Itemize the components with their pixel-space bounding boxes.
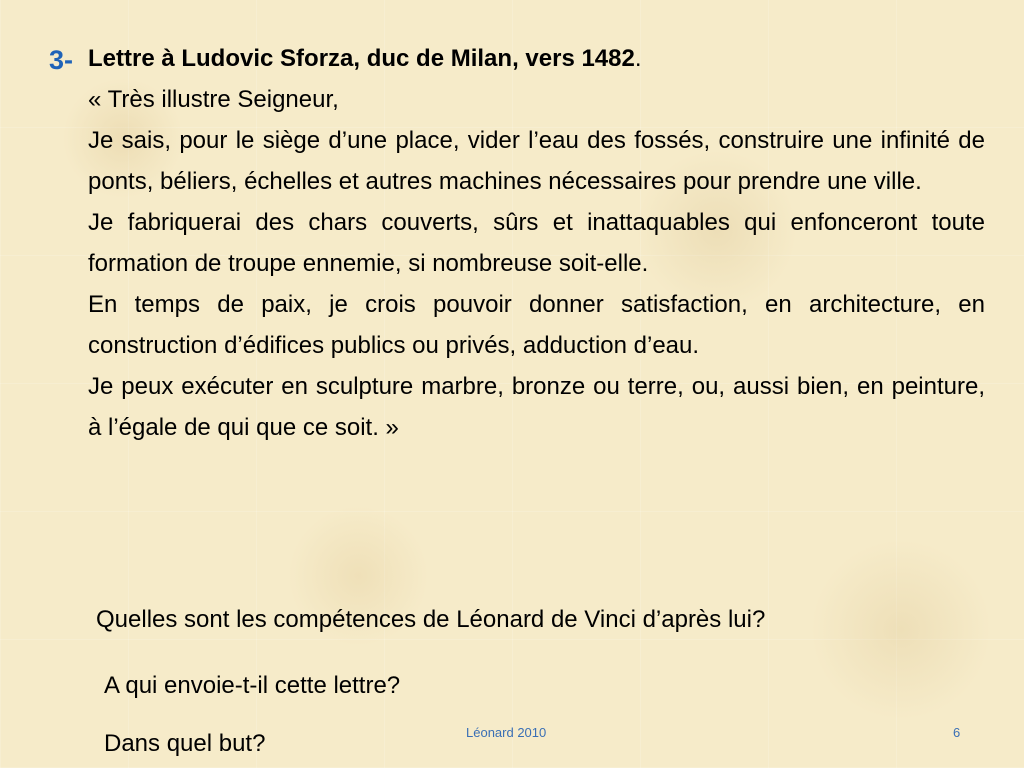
letter-paragraph: En temps de paix, je crois pouvoir donner satisfaction, en architecture, en construction d’édifices publics ou privés, adduction d’eau. [88, 291, 985, 359]
page-number: 6 [953, 725, 961, 740]
section-number: 3- [49, 45, 74, 75]
letter-paragraph: Je peux exécuter en sculpture marbre, bronze ou terre, ou, aussi bien, en peinture, à l’égale de qui que ce soit. » [88, 373, 985, 441]
question-purpose: Dans quel but? [104, 730, 266, 757]
letter-title-suffix: . [634, 45, 642, 72]
letter-paragraph: « Très illustre Seigneur, [88, 86, 339, 113]
letter-paragraph: Je sais, pour le siège d’une place, vider l’eau des fossés, construire une infinité de ponts, béliers, échelles et autres machines nécessaires pour prendre une ville. [88, 127, 985, 195]
letter-title: Lettre à Ludovic Sforza, duc de Milan, vers 1482 [88, 45, 635, 72]
footer-text: Léonard 2010 [466, 725, 547, 740]
letter-text [88, 38, 985, 448]
letter-title-line [88, 38, 985, 79]
letter-paragraph: Je fabriquerai des chars couverts, sûrs et inattaquables qui enfonceront toute formation de troupe ennemie, si nombreuse soit-elle. [88, 209, 985, 277]
question-recipient: A qui envoie-t-il cette lettre? [104, 672, 401, 699]
question-competences: Quelles sont les compétences de Léonard de Vinci d’après lui? [96, 606, 766, 633]
